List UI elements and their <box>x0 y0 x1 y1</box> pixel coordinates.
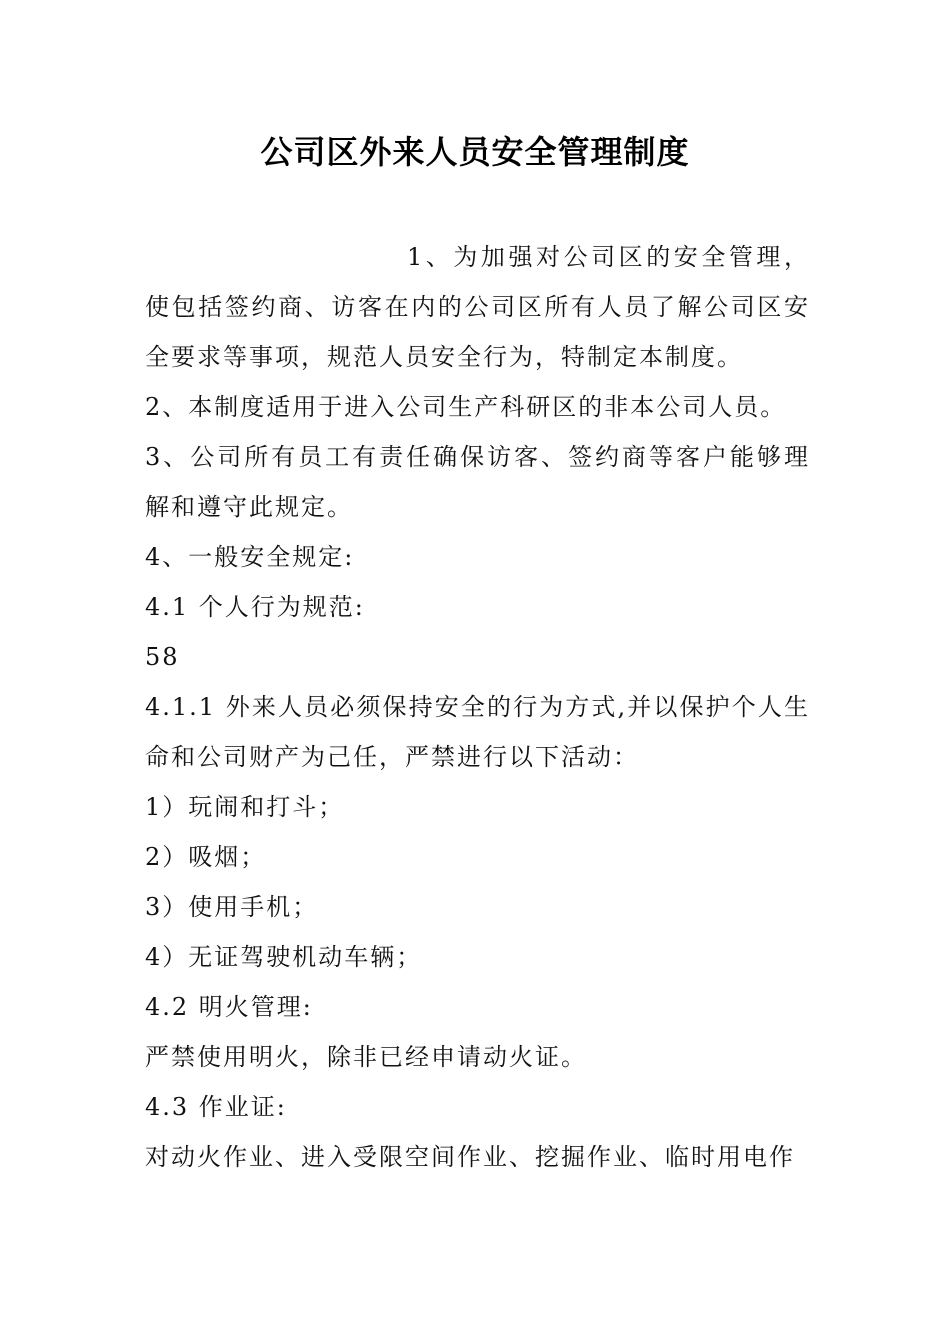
document-body <box>145 232 810 1182</box>
list-item-3: 3）使用手机； <box>145 893 319 921</box>
document-title: 公司区外来人员安全管理制度 <box>260 133 690 171</box>
paragraph-4-1-1: 4.1.1 外来人员必须保持安全的行为方式,并以保护个人生命和公司财产为己任，严禁进行以下活动： <box>145 693 810 771</box>
paragraph-3: 3、公司所有员工有责任确保访客、签约商等客户能够理解和遵守此规定。 <box>145 443 810 521</box>
section-heading-4: 4、一般安全规定: <box>145 543 355 571</box>
list-item-1: 1）玩闹和打斗； <box>145 793 345 821</box>
subsection-heading-4-1: 4.1 个人行为规范: <box>145 593 365 621</box>
paragraph-4-3: 对动火作业、进入受限空间作业、挖掘作业、临时用电作 <box>145 1143 795 1171</box>
paragraph-1: 1、为加强对公司区的安全管理，使包括签约商、访客在内的公司区所有人员了解公司区安全要求等事项，规范人员安全行为，特制定本制度。 <box>145 243 810 371</box>
subsection-heading-4-2: 4.2 明火管理: <box>145 993 313 1021</box>
paragraph-2: 2、本制度适用于进入公司生产科研区的非本公司人员。 <box>145 393 787 421</box>
paragraph-4-2: 严禁使用明火，除非已经申请动火证。 <box>145 1043 587 1071</box>
page-number-fragment: 58 <box>145 643 180 671</box>
list-item-2: 2）吸烟； <box>145 843 267 871</box>
list-item-4: 4）无证驾驶机动车辆； <box>145 943 423 971</box>
subsection-heading-4-3: 4.3 作业证: <box>145 1093 287 1121</box>
